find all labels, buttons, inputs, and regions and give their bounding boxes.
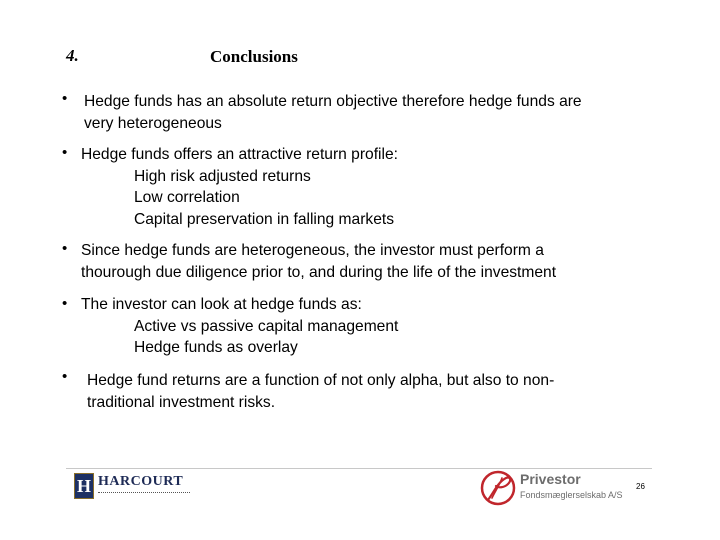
bullet-icon: •: [62, 240, 68, 257]
harcourt-logo: [74, 473, 194, 501]
bullet-line: traditional investment risks.: [87, 393, 276, 411]
bullet-line: very heterogeneous: [84, 114, 222, 132]
page-number: 26: [636, 482, 645, 491]
bullet-line: Hedge fund returns are a function of not only alpha, but also to non-: [87, 372, 555, 389]
bullet-line: Since hedge funds are heterogeneous, the investor must perform a: [81, 242, 544, 259]
bullet-item: [81, 294, 398, 359]
section-number: 4.: [66, 46, 79, 65]
privestor-logo: [480, 470, 623, 506]
bullet-line: thourough due diligence prior to, and during the life of the investment: [81, 263, 557, 281]
bullet-item: [81, 240, 556, 283]
bullet-icon: •: [62, 295, 68, 312]
bullet-item: [87, 370, 554, 413]
sub-item: Capital preservation in falling markets: [134, 210, 395, 228]
bullet-item: [84, 91, 582, 134]
bullet-line: Hedge funds offers an attractive return profile:: [81, 146, 398, 163]
sub-item: Low correlation: [134, 189, 240, 206]
sub-item: Active vs passive capital management: [134, 317, 399, 335]
privestor-emblem-icon: [480, 470, 518, 506]
bullet-icon: •: [62, 90, 68, 107]
privestor-subtitle: Fondsmæglerselskab A/S: [520, 490, 623, 500]
section-title: Conclusions: [210, 47, 298, 66]
footer-divider: [66, 468, 652, 469]
bullet-line: Hedge funds has an absolute return objective therefore hedge funds are: [84, 93, 582, 110]
harcourt-tagline-decoration: [98, 492, 190, 495]
harcourt-name: HARCOURT: [98, 474, 184, 489]
sub-item: High risk adjusted returns: [134, 167, 311, 185]
privestor-name: Privestor: [520, 471, 581, 487]
harcourt-h-icon: H: [74, 473, 94, 499]
bullet-line: The investor can look at hedge funds as:: [81, 296, 362, 313]
bullet-icon: •: [62, 368, 68, 385]
bullet-item: [81, 144, 398, 230]
sub-item: Hedge funds as overlay: [134, 339, 298, 356]
bullet-icon: •: [62, 144, 68, 161]
